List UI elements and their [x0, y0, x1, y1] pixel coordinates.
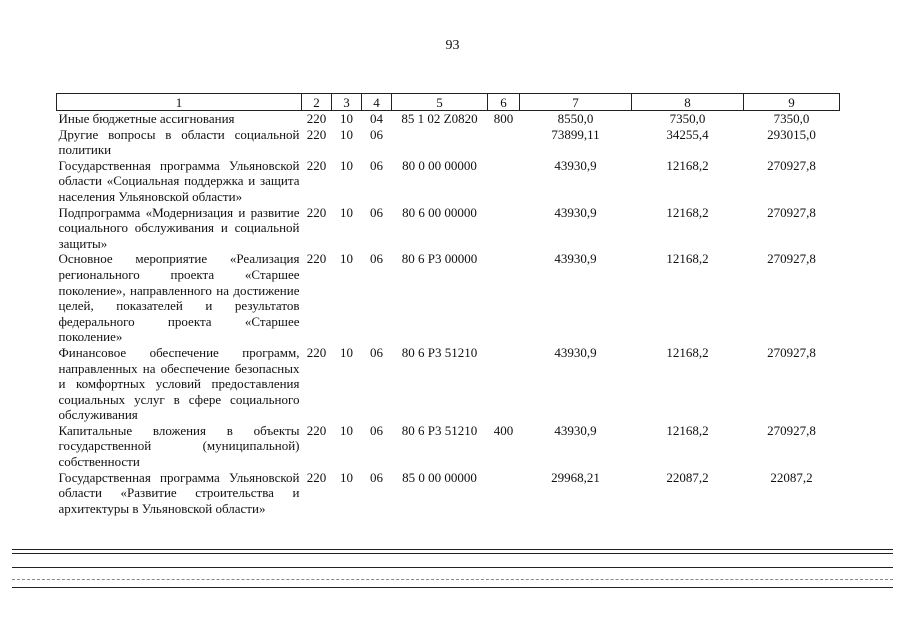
- row-code-2: 220: [306, 126, 327, 142]
- row-code-6: [488, 205, 520, 252]
- header-col-1: 1: [57, 94, 302, 111]
- row-name: Государственная программа Ульяновской области «Социальная поддержка и защита населения Ульяновской области»: [58, 157, 300, 204]
- scan-line: [12, 579, 893, 580]
- header-col-2: 2: [302, 94, 332, 111]
- table-row: [57, 127, 840, 158]
- row-code-4: 06: [370, 344, 383, 360]
- page-number: 93: [445, 38, 460, 53]
- row-code-5: 80 6 00 00000: [402, 204, 477, 220]
- row-value-7: 43930,9: [554, 204, 597, 220]
- row-code-3: 10: [340, 111, 353, 126]
- row-code-6: [488, 251, 520, 345]
- scan-line: [12, 553, 893, 554]
- row-code-4: 06: [370, 469, 383, 485]
- header-col-6: 6: [488, 94, 520, 111]
- row-value-7: 43930,9: [554, 251, 597, 267]
- row-code-5: 85 1 02 Z0820: [401, 111, 478, 126]
- header-col-8: 8: [632, 94, 744, 111]
- row-value-8: 34255,4: [666, 126, 709, 142]
- row-code-6: [488, 345, 520, 423]
- row-code-4: 06: [370, 157, 383, 173]
- row-code-3: 10: [340, 422, 353, 438]
- row-code-6: 400: [493, 422, 514, 438]
- row-code-5: [392, 127, 488, 158]
- row-name: Государственная программа Ульяновской области «Развитие строительства и архитектуры в Ульяновской области»: [58, 469, 300, 516]
- row-code-5: 80 6 P3 51210: [401, 422, 478, 438]
- scan-line: [12, 567, 893, 568]
- row-code-4: 06: [370, 251, 383, 267]
- row-value-9: 270927,8: [767, 157, 816, 173]
- budget-table: [56, 93, 840, 516]
- row-code-3: 10: [340, 204, 353, 220]
- row-code-2: 220: [306, 111, 327, 126]
- row-value-9: 270927,8: [767, 422, 816, 438]
- row-value-9: 22087,2: [770, 469, 813, 485]
- row-code-6: 800: [493, 111, 514, 126]
- header-col-4: 4: [362, 94, 392, 111]
- row-code-2: 220: [306, 344, 327, 360]
- row-name: Финансовое обеспечение программ, направленных на обеспечение безопасных и комфортных условий предоставления социальных услуг в сфере социального обслуживания: [58, 344, 300, 423]
- row-value-8: 12168,2: [666, 157, 709, 173]
- row-code-3: 10: [340, 251, 353, 267]
- row-code-4: 06: [370, 126, 383, 142]
- table-row: [57, 111, 840, 127]
- row-name: Капитальные вложения в объекты государственной (муниципальной) собственности: [58, 422, 300, 470]
- row-code-6: [488, 470, 520, 517]
- table-row: [57, 251, 840, 345]
- row-code-3: 10: [340, 126, 353, 142]
- row-code-5: 80 0 00 00000: [402, 157, 477, 173]
- row-code-5: 80 6 P3 00000: [401, 251, 478, 267]
- table-row: [57, 205, 840, 252]
- row-value-8: 12168,2: [666, 251, 709, 267]
- row-code-3: 10: [340, 157, 353, 173]
- row-value-9: 7350,0: [773, 111, 810, 126]
- row-value-9: 270927,8: [767, 251, 816, 267]
- header-row: [57, 94, 840, 111]
- header-col-7: 7: [520, 94, 632, 111]
- row-value-7: 73899,11: [551, 126, 600, 142]
- row-code-2: 220: [306, 157, 327, 173]
- row-value-7: 43930,9: [554, 344, 597, 360]
- row-code-6: [488, 127, 520, 158]
- row-code-2: 220: [306, 422, 327, 438]
- row-code-2: 220: [306, 469, 327, 485]
- row-code-4: 04: [370, 111, 383, 126]
- row-value-8: 12168,2: [666, 204, 709, 220]
- row-value-8: 12168,2: [666, 422, 709, 438]
- row-code-3: 10: [340, 469, 353, 485]
- row-value-7: 43930,9: [554, 422, 597, 438]
- row-name: Иные бюджетные ассигнования: [58, 111, 235, 126]
- row-value-7: 29968,21: [551, 469, 600, 485]
- row-code-3: 10: [340, 344, 353, 360]
- row-name: Подпрограмма «Модернизация и развитие социального обслуживания и социальной защиты»: [58, 204, 300, 251]
- table-row: [57, 345, 840, 423]
- header-col-3: 3: [332, 94, 362, 111]
- row-value-9: 270927,8: [767, 204, 816, 220]
- row-code-2: 220: [306, 251, 327, 267]
- row-value-9: 293015,0: [767, 126, 816, 142]
- table-row: [57, 423, 840, 470]
- row-value-8: 22087,2: [666, 469, 709, 485]
- row-value-8: 7350,0: [669, 111, 706, 126]
- scan-line: [12, 587, 893, 588]
- row-value-7: 8550,0: [557, 111, 594, 126]
- row-code-2: 220: [306, 204, 327, 220]
- scan-artifact-lines: [0, 540, 905, 600]
- row-value-8: 12168,2: [666, 344, 709, 360]
- row-code-5: 80 6 P3 51210: [401, 344, 478, 360]
- row-code-4: 06: [370, 422, 383, 438]
- row-value-9: 270927,8: [767, 344, 816, 360]
- scan-line: [12, 549, 893, 550]
- header-col-9: 9: [744, 94, 840, 111]
- row-name: Основное мероприятие «Реализация регионального проекта «Старшее поколение», направленного на достижение целей, показателей и результатов федерального проекта «Старшее поколение»: [58, 251, 300, 345]
- row-code-6: [488, 158, 520, 205]
- row-code-5: 85 0 00 00000: [402, 469, 477, 485]
- table-row: [57, 470, 840, 517]
- header-col-5: 5: [392, 94, 488, 111]
- row-name: Другие вопросы в области социальной политики: [58, 126, 300, 158]
- row-value-7: 43930,9: [554, 157, 597, 173]
- table-row: [57, 158, 840, 205]
- row-code-4: 06: [370, 204, 383, 220]
